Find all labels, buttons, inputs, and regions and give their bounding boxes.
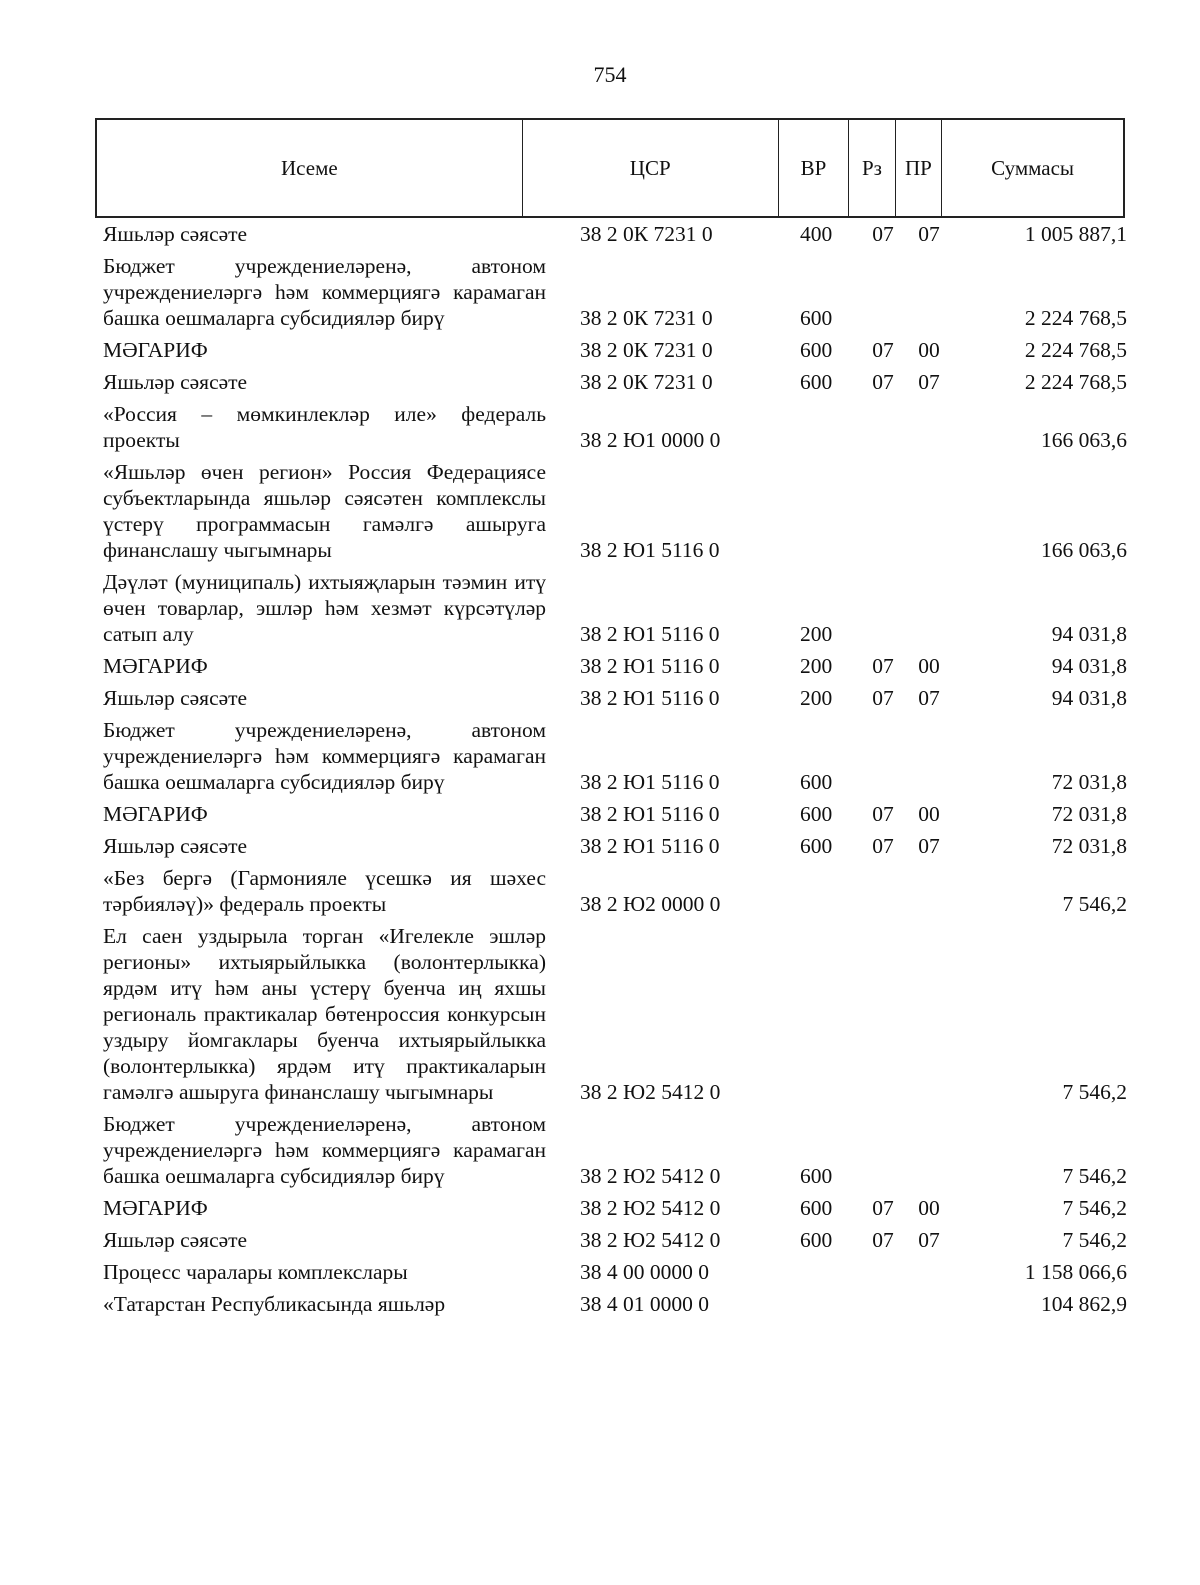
- cell-sum: 7 546,2: [1062, 1164, 1127, 1188]
- table-row: [103, 923, 1127, 1105]
- page-number: 754: [593, 62, 627, 87]
- cell-csr: 38 2 Ю1 5116 0: [580, 802, 720, 826]
- cell-csr: 38 2 Ю1 5116 0: [580, 622, 720, 646]
- cell-sum: 166 063,6: [1041, 538, 1127, 562]
- table-row: [103, 865, 1127, 917]
- cell-vr: 200: [800, 686, 833, 710]
- table-row: [103, 717, 1127, 795]
- header-pr: ПР: [896, 120, 942, 216]
- cell-vr: 600: [800, 370, 833, 394]
- cell-rz: 07: [872, 654, 894, 678]
- table-row: [103, 369, 1127, 395]
- cell-sum: 104 862,9: [1041, 1292, 1127, 1316]
- cell-sum: 7 546,2: [1062, 892, 1127, 916]
- cell-vr: 600: [800, 802, 833, 826]
- cell-csr: 38 2 Ю2 5412 0: [580, 1164, 721, 1188]
- cell-csr: 38 2 Ю2 5412 0: [580, 1196, 721, 1220]
- header-name: Исеме: [97, 120, 523, 216]
- cell-csr: 38 2 Ю2 5412 0: [580, 1080, 721, 1104]
- cell-pr: 00: [918, 1196, 940, 1220]
- cell-pr: 00: [918, 802, 940, 826]
- table-row: [103, 1195, 1127, 1221]
- cell-sum: 94 031,8: [1051, 654, 1127, 678]
- cell-vr: 200: [800, 654, 833, 678]
- table-row: [103, 1259, 1127, 1285]
- cell-sum: 1 005 887,1: [1024, 222, 1127, 246]
- cell-rz: 07: [872, 802, 894, 826]
- cell-name: Бюджет учреждениеләренә, автоном учреждениеләргә һәм коммерциягә карамаган башка оешмаларга субсидияләр бирү: [103, 718, 546, 794]
- cell-sum: 72 031,8: [1051, 834, 1127, 858]
- table-row: [103, 685, 1127, 711]
- cell-sum: 2 224 768,5: [1024, 306, 1127, 330]
- header-csr: ЦСР: [523, 120, 779, 216]
- cell-vr: 600: [800, 770, 833, 794]
- table-row: [103, 569, 1127, 647]
- cell-rz: 07: [872, 686, 894, 710]
- cell-pr: 00: [918, 338, 940, 362]
- table-row: [103, 337, 1127, 363]
- cell-rz: 07: [872, 222, 894, 246]
- cell-csr: 38 2 Ю1 5116 0: [580, 834, 720, 858]
- cell-name: Яшьләр сәясәте: [103, 834, 248, 858]
- cell-name: «Без бергә (Гармонияле үсешкә ия шәхес тәрбияләү)» федераль проекты: [103, 866, 546, 916]
- cell-rz: 07: [872, 1196, 894, 1220]
- cell-name: «Татарстан Республикасында яшьләр: [103, 1292, 446, 1316]
- header-sum: Суммасы: [991, 155, 1075, 180]
- cell-vr: 600: [800, 1196, 833, 1220]
- cell-name: МӘГАРИФ: [103, 802, 208, 826]
- cell-name: Бюджет учреждениеләренә, автоном учреждениеләргә һәм коммерциягә карамаган башка оешмаларга субсидияләр бирү: [103, 254, 546, 330]
- table-row: [103, 221, 1127, 247]
- cell-name: Яшьләр сәясәте: [103, 1228, 248, 1252]
- cell-name: Яшьләр сәясәте: [103, 370, 248, 394]
- header-rz: Рз: [849, 120, 895, 216]
- cell-name: Яшьләр сәясәте: [103, 222, 248, 246]
- cell-pr: 07: [918, 686, 940, 710]
- table-row: [103, 801, 1127, 827]
- table-row: [103, 253, 1127, 331]
- cell-name: Дәүләт (муниципаль) ихтыяҗларын тәэмин итү өчен товарлар, эшләр һәм хезмәт күрсәтүләр сатып алу: [103, 570, 546, 646]
- table-header: [95, 118, 1125, 218]
- cell-rz: 07: [872, 338, 894, 362]
- cell-csr: 38 2 0К 7231 0: [580, 306, 713, 330]
- cell-vr: 600: [800, 834, 833, 858]
- cell-name: «Россия – мөмкинлекләр иле» федераль проекты: [103, 402, 546, 452]
- cell-name: Процесс чаралары комплекслары: [103, 1260, 408, 1284]
- table-row: [103, 1111, 1127, 1189]
- cell-sum: 1 158 066,6: [1024, 1260, 1127, 1284]
- cell-rz: 07: [872, 370, 894, 394]
- table-row: [103, 833, 1127, 859]
- header-vr: ВР: [779, 120, 850, 216]
- cell-sum: 72 031,8: [1051, 770, 1127, 794]
- table-row: [103, 1227, 1127, 1253]
- cell-csr: 38 2 0К 7231 0: [580, 222, 713, 246]
- cell-name: МӘГАРИФ: [103, 338, 208, 362]
- cell-sum: 94 031,8: [1051, 622, 1127, 646]
- cell-sum: 166 063,6: [1041, 428, 1127, 452]
- cell-csr: 38 2 Ю2 5412 0: [580, 1228, 721, 1252]
- table-body: [103, 221, 1127, 1323]
- cell-name: «Яшьләр өчен регион» Россия Федерациясе субъектларында яшьләр сәясәтен комплекслы үстерү программасын гамәлгә ашыруга финанслашу чыгымнары: [103, 460, 546, 562]
- cell-csr: 38 2 0К 7231 0: [580, 338, 713, 362]
- cell-pr: 07: [918, 834, 940, 858]
- cell-sum: 7 546,2: [1062, 1228, 1127, 1252]
- cell-sum: 72 031,8: [1051, 802, 1127, 826]
- table-row: [103, 1291, 1127, 1317]
- cell-vr: 600: [800, 338, 833, 362]
- cell-sum: 2 224 768,5: [1024, 338, 1127, 362]
- cell-name: Бюджет учреждениеләренә, автоном учреждениеләргә һәм коммерциягә карамаган башка оешмаларга субсидияләр бирү: [103, 1112, 546, 1188]
- table-row: [103, 459, 1127, 563]
- cell-csr: 38 4 00 0000 0: [580, 1260, 709, 1284]
- cell-pr: 07: [918, 222, 940, 246]
- cell-csr: 38 2 Ю1 5116 0: [580, 538, 720, 562]
- cell-csr: 38 2 Ю1 0000 0: [580, 428, 721, 452]
- cell-vr: 600: [800, 1164, 833, 1188]
- cell-name: МӘГАРИФ: [103, 654, 208, 678]
- cell-csr: 38 2 Ю1 5116 0: [580, 654, 720, 678]
- cell-pr: 00: [918, 654, 940, 678]
- cell-vr: 200: [800, 622, 833, 646]
- cell-csr: 38 2 Ю2 0000 0: [580, 892, 721, 916]
- cell-csr: 38 2 0К 7231 0: [580, 370, 713, 394]
- cell-csr: 38 2 Ю1 5116 0: [580, 770, 720, 794]
- cell-csr: 38 2 Ю1 5116 0: [580, 686, 720, 710]
- cell-pr: 07: [918, 370, 940, 394]
- cell-csr: 38 4 01 0000 0: [580, 1292, 709, 1316]
- cell-sum: 2 224 768,5: [1024, 370, 1127, 394]
- cell-vr: 600: [800, 1228, 833, 1252]
- cell-name: Ел саен уздырыла торган «Игелекле эшләр регионы» ихтыярыйлыкка (волонтерлыкка) ярдәм итү һәм аны үстерү буенча иң яхшы региональ практикалар бөтенроссия конкурсын уздыру йомгаклары буенча ихтыярыйлыкка (волонтерлыкка) ярдәм итү практикаларын гамәлгә ашыруга финанслашу чыгымнары: [103, 924, 546, 1104]
- cell-vr: 400: [800, 222, 833, 246]
- table-row: [103, 653, 1127, 679]
- cell-name: МӘГАРИФ: [103, 1196, 208, 1220]
- cell-rz: 07: [872, 1228, 894, 1252]
- cell-sum: 7 546,2: [1062, 1080, 1127, 1104]
- cell-rz: 07: [872, 834, 894, 858]
- cell-name: Яшьләр сәясәте: [103, 686, 248, 710]
- cell-vr: 600: [800, 306, 833, 330]
- cell-sum: 7 546,2: [1062, 1196, 1127, 1220]
- cell-pr: 07: [918, 1228, 940, 1252]
- table-row: [103, 401, 1127, 453]
- cell-sum: 94 031,8: [1051, 686, 1127, 710]
